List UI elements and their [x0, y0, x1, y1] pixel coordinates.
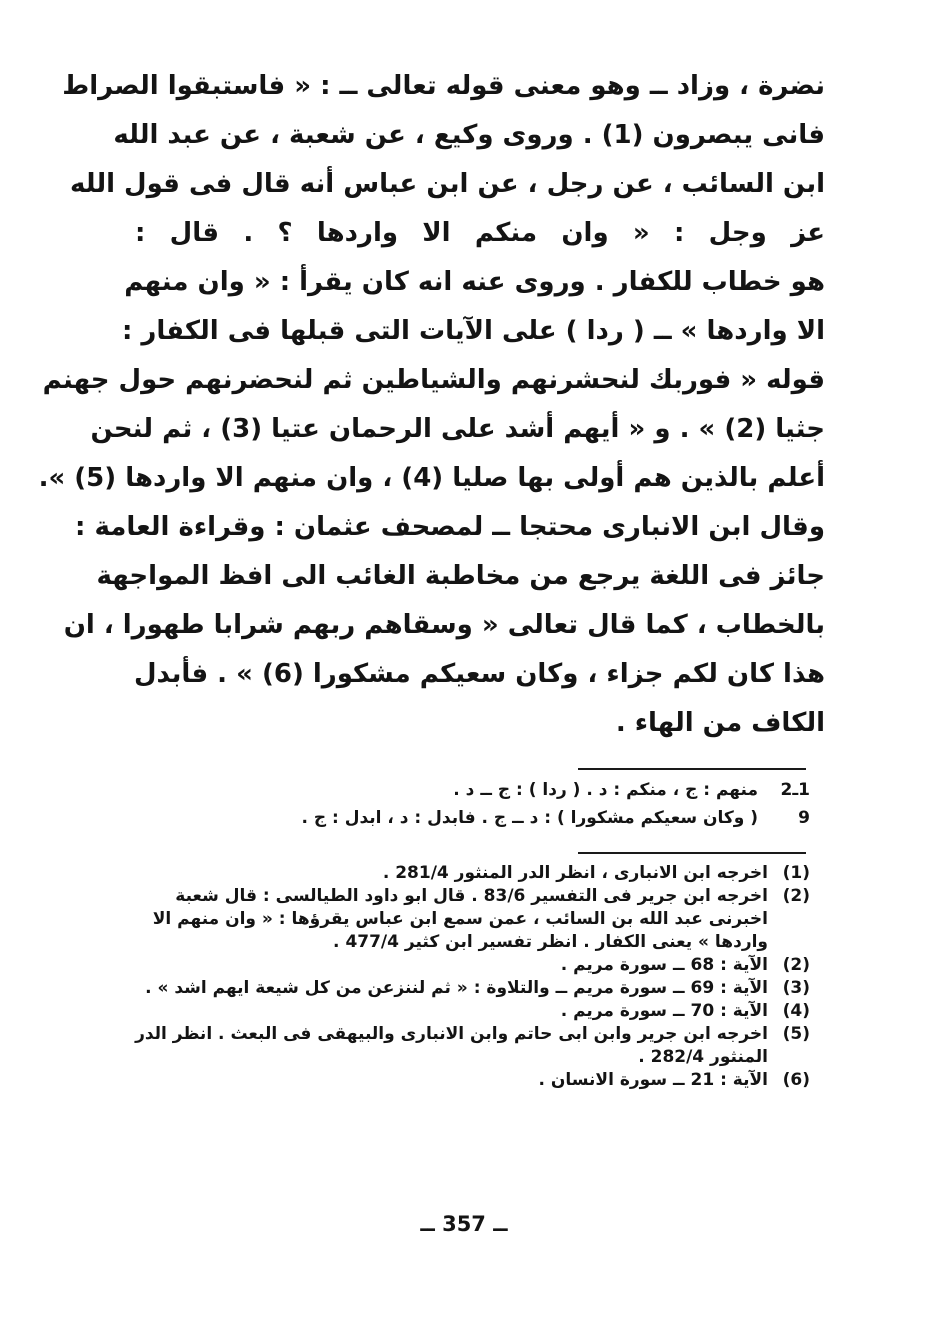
variant-text: ( وكان سعيكم مشكورا ) : د ــ ج . فابدل : د ، ابدل : ج .: [301, 808, 758, 828]
manuscript-variants: [150, 780, 810, 836]
footnote: [135, 977, 810, 1000]
footnote-number: (2): [782, 886, 810, 906]
footnotes: [135, 862, 810, 1092]
footnote-text: الآية : 21 ــ سورة الانسان .: [538, 1070, 768, 1090]
variants-divider: [578, 768, 806, 770]
main-text-line: وقال ابن الانبارى محتجا ــ لمصحف عثمان : وقراءة العامة :: [75, 512, 825, 542]
footnote-text: الآية : 69 ــ سورة مريم ــ والتلاوة : « ثم لننزعن من كل شيعة ايهم اشد » .: [145, 978, 768, 998]
footnote-text: اخرجه ابن جرير وابن ابى حاتم وابن الانبارى والبيهقى فى البعث . انظر الدر المنثور 282/4 .: [135, 1024, 768, 1067]
footnote-number: (5): [782, 1024, 810, 1044]
variant-line-ref: 9: [798, 808, 810, 828]
footnote-text: الآية : 70 ــ سورة مريم .: [560, 1001, 768, 1021]
variant-row: [150, 808, 810, 836]
footnote: [135, 954, 810, 977]
footnote-number: (6): [782, 1070, 810, 1090]
page-number: ــ 357 ــ: [420, 1212, 508, 1236]
footnote: [135, 1023, 810, 1069]
variant-text: منهم : ج ، منكم : د . ( ردا ) : ج ــ د .: [453, 780, 758, 800]
footnotes-divider: [578, 852, 806, 854]
footnote: [135, 1000, 810, 1023]
footnote-number: (3): [782, 978, 810, 998]
main-text-line: هو خطاب للكفار . وروى عنه انه كان يقرأ : « وان منهم: [124, 267, 825, 297]
footnote-number: (2): [782, 955, 810, 975]
footnote: [135, 1069, 810, 1092]
footnote: [135, 885, 810, 954]
footnote: [135, 862, 810, 885]
main-text-line: فانى يبصرون (1) . وروى وكيع ، عن شعبة ، عن عبد الله: [113, 120, 825, 150]
main-text-line: هذا كان لكم جزاء ، وكان سعيكم مشكورا (6) » . فأبدل: [134, 659, 825, 689]
main-text-line: ابن السائب ، عن رجل ، عن ابن عباس أنه قال فى قول الله: [69, 169, 825, 199]
main-text-line: الا واردها » ــ ( ردا ) على الآيات التى قبلها فى الكفار :: [121, 316, 825, 346]
main-text-block: [38, 62, 825, 748]
main-text-line: بالخطاب ، كما قال تعالى « وسقاهم ربهم شرابا طهورا ، ان: [63, 610, 825, 640]
variant-row: [150, 780, 810, 808]
main-text-line: الكاف من الهاء .: [615, 708, 825, 738]
main-text-line: قوله « فوربك لنحشرنهم والشياطين ثم لنحضرنهم حول جهنم: [42, 365, 825, 395]
main-text-line: جائز فى اللغة يرجع من مخاطبة الغائب الى افظ المواجهة: [96, 561, 825, 591]
footnote-text: الآية : 68 ــ سورة مريم .: [560, 955, 768, 975]
footnote-text: اخرجه ابن الانبارى ، انظر الدر المنثور 281/4 .: [382, 863, 768, 883]
main-text-line: عز وجل : « وان منكم الا واردها ؟ . قال :: [135, 218, 825, 248]
main-text-line: نضرة ، وزاد ــ وهو معنى قوله تعالى ــ : « فاستبقوا الصراط: [62, 71, 825, 101]
variant-line-ref: 1ـ2: [780, 780, 810, 800]
main-text-line: جثيا (2) » . و « أيهم أشد على الرحمان عتيا (3) ، ثم لنحن: [90, 414, 825, 444]
footnote-text: اخرجه ابن جرير فى التفسير 83/6 . قال ابو داود الطيالسى : قال شعبة اخبرنى عبد الله بن السائب ، عمن سمع ابن عباس يقرؤها : « وان منهم الا واردها » يعنى الكفار . انظر تفسير ابن كثير 477/4 .: [152, 886, 768, 952]
footnote-number: (4): [782, 1001, 810, 1021]
main-text-line: أعلم بالذين هم أولى بها صليا (4) ، وان منهم الا واردها (5) ».: [38, 463, 825, 493]
footnote-number: (1): [782, 863, 810, 883]
